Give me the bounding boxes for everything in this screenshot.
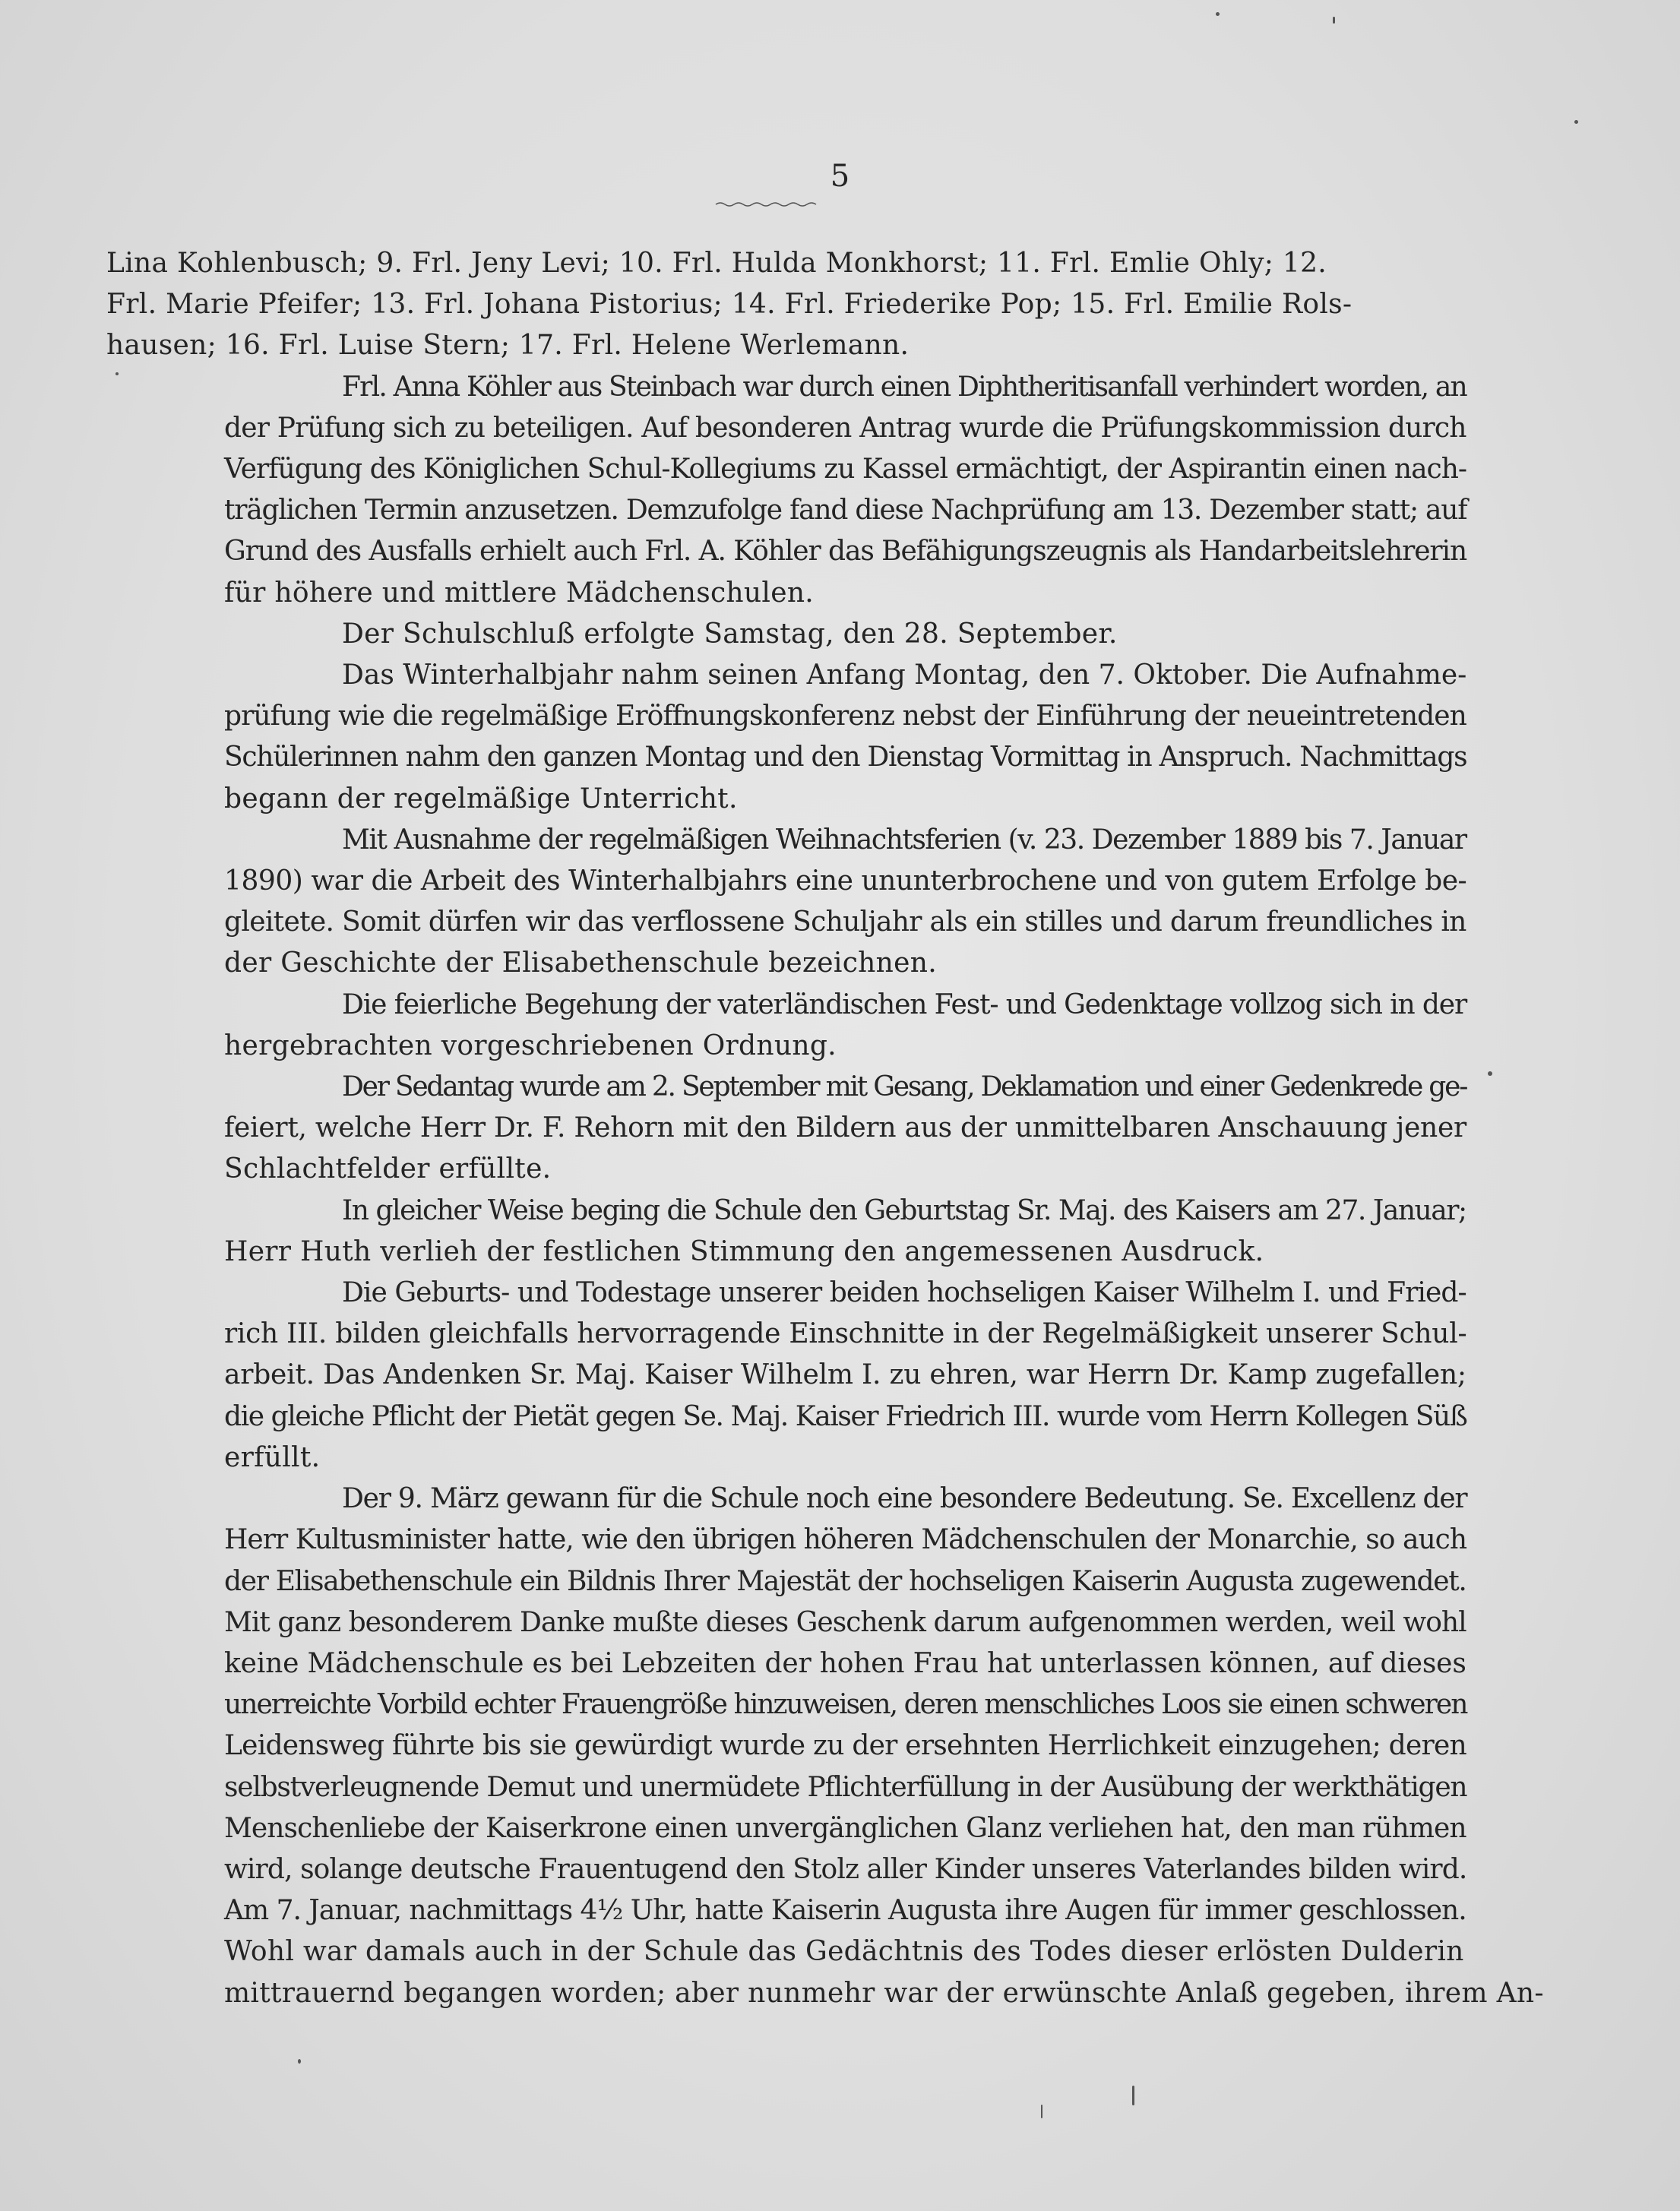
text-line: rich III. bilden gleichfalls hervorragende Einschnitte in der Regelmäßigkeit unserer Schul- <box>224 1318 1467 1350</box>
text-line: Frl. Anna Köhler aus Steinbach war durch einen Diphtheritisanfall verhindert worden, an <box>342 371 1466 403</box>
text-line: Leidensweg führte bis sie gewürdigt wurde zu der ersehnten Herrlichkeit einzugehen; deren <box>224 1730 1466 1762</box>
paragraph <box>106 1067 1466 1191</box>
paragraph <box>106 243 1466 367</box>
text-line: 1890) war die Arbeit des Winterhalbjahrs eine ununterbrochene und von gutem Erfolge be- <box>224 865 1467 897</box>
page-number: 5 <box>830 159 850 194</box>
text-line: feiert, welche Herr Dr. F. Rehorn mit den Bildern aus der unmittelbaren Anschauung jener <box>224 1112 1466 1144</box>
text-line: Schlachtfelder erfüllte. <box>224 1153 552 1185</box>
text-line: unerreichte Vorbild echter Frauengröße hinzuweisen, deren menschliches Loos sie einen schweren <box>224 1689 1467 1721</box>
paragraph <box>106 1273 1466 1479</box>
text-line: Das Winterhalbjahr nahm seinen Anfang Montag, den 7. Oktober. Die Aufnahme- <box>342 660 1467 691</box>
text-line: arbeit. Das Andenken Sr. Maj. Kaiser Wilhelm I. zu ehren, war Herrn Dr. Kamp zugefallen; <box>224 1359 1466 1391</box>
paragraph <box>106 820 1466 985</box>
paragraph <box>106 614 1466 655</box>
print-speck <box>1216 12 1220 16</box>
text-line: wird, solange deutsche Frauentugend den Stolz aller Kinder unseres Vaterlandes bilden wird. <box>224 1853 1467 1885</box>
text-line: träglichen Termin anzusetzen. Demzufolge fand diese Nachprüfung am 13. Dezember statt; auf <box>224 495 1467 527</box>
text-line: Der 9. März gewann für die Schule noch eine besondere Bedeutung. Se. Excellenz der <box>342 1483 1467 1515</box>
text-line: hergebrachten vorgeschriebenen Ordnung. <box>224 1030 837 1061</box>
body-text <box>106 243 1544 2014</box>
text-line: mittrauernd begangen worden; aber nunmehr war der erwünschte Anlaß gegeben, ihrem An- <box>224 1977 1544 2009</box>
text-line: der Elisabethenschule ein Bildnis Ihrer Majestät der hochseligen Kaiserin Augusta zugewendet. <box>224 1565 1466 1597</box>
print-speck <box>1041 2105 1042 2118</box>
text-line: Die Geburts- und Todestage unserer beiden hochseligen Kaiser Wilhelm I. und Fried- <box>342 1277 1466 1309</box>
text-line: Am 7. Januar, nachmittags 4½ Uhr, hatte Kaiserin Augusta ihre Augen für immer geschlossen. <box>224 1895 1466 1927</box>
text-line: Der Schulschluß erfolgte Samstag, den 28. September. <box>342 618 1118 650</box>
text-line: Lina Kohlenbusch; 9. Frl. Jeny Levi; 10. Frl. Hulda Monkhorst; 11. Frl. Emlie Ohly; 12. <box>106 248 1327 279</box>
text-line: Mit ganz besonderem Danke mußte dieses Geschenk darum aufgenommen werden, weil wohl <box>224 1606 1466 1638</box>
text-line: der Geschichte der Elisabethenschule bezeichnen. <box>224 947 937 979</box>
text-line: Frl. Marie Pfeifer; 13. Frl. Johana Pistorius; 14. Frl. Friederike Pop; 15. Frl. Emilie Rols- <box>106 289 1353 321</box>
text-line: Der Sedantag wurde am 2. September mit Gesang, Deklamation und einer Gedenkrede ge- <box>342 1071 1467 1103</box>
text-line: Menschenliebe der Kaiserkrone einen unvergänglichen Glanz verliehen hat, den man rühmen <box>224 1812 1466 1844</box>
page-number-ornament <box>714 201 821 208</box>
paragraph <box>106 1479 1544 2014</box>
text-line: Die feierliche Begehung der vaterländischen Fest- und Gedenktage vollzog sich in der <box>342 988 1467 1020</box>
paragraph <box>106 655 1466 820</box>
text-line: Wohl war damals auch in der Schule das Gedächtnis des Todes dieser erlösten Dulderin <box>224 1936 1464 1968</box>
text-line: die gleiche Pflicht der Pietät gegen Se. Maj. Kaiser Friedrich III. wurde vom Herrn Kollegen Süß <box>224 1400 1467 1432</box>
text-line: hausen; 16. Frl. Luise Stern; 17. Frl. Helene Werlemann. <box>106 330 910 362</box>
print-speck <box>115 372 119 375</box>
text-line: Grund des Ausfalls erhielt auch Frl. A. Köhler das Befähigungszeugnis als Handarbeitslehrerin <box>224 536 1467 568</box>
print-speck <box>1333 17 1335 24</box>
print-speck <box>1132 2086 1134 2105</box>
text-line: Mit Ausnahme der regelmäßigen Weihnachtsferien (v. 23. Dezember 1889 bis 7. Januar <box>342 824 1466 856</box>
print-speck <box>298 2059 301 2064</box>
text-line: Verfügung des Königlichen Schul-Kollegiums zu Kassel ermächtigt, der Aspirantin einen nach- <box>224 454 1467 486</box>
text-line: Herr Huth verlieh der festlichen Stimmung den angemessenen Ausdruck. <box>224 1235 1264 1267</box>
paragraph <box>106 1191 1466 1273</box>
text-line: gleitete. Somit dürfen wir das verflossene Schuljahr als ein stilles und darum freundliches in <box>224 906 1466 938</box>
paragraph <box>106 367 1466 614</box>
text-line: Schülerinnen nahm den ganzen Montag und den Dienstag Vormittag in Anspruch. Nachmittags <box>224 742 1467 773</box>
text-line: der Prüfung sich zu beteiligen. Auf besonderen Antrag wurde die Prüfungskommission durch <box>224 412 1466 444</box>
text-line: Herr Kultusminister hatte, wie den übrigen höheren Mädchenschulen der Monarchie, so auch <box>224 1524 1467 1556</box>
text-line: begann der regelmäßige Unterricht. <box>224 783 738 814</box>
text-line: selbstverleugnende Demut und unermüdete Pflichterfüllung in der Ausübung der werkthätigen <box>224 1771 1467 1803</box>
text-line: prüfung wie die regelmäßige Eröffnungskonferenz nebst der Einführung der neueintretenden <box>224 701 1466 732</box>
paragraph <box>106 985 1466 1067</box>
print-speck <box>1574 120 1578 124</box>
text-line: In gleicher Weise beging die Schule den Geburtstag Sr. Maj. des Kaisers am 27. Januar; <box>342 1194 1466 1226</box>
print-speck <box>1488 1071 1492 1076</box>
text-line: für höhere und mittlere Mädchenschulen. <box>224 577 815 609</box>
text-line: erfüllt. <box>224 1441 321 1473</box>
text-line: keine Mädchenschule es bei Lebzeiten der hohen Frau hat unterlassen können, auf dieses <box>224 1647 1466 1679</box>
